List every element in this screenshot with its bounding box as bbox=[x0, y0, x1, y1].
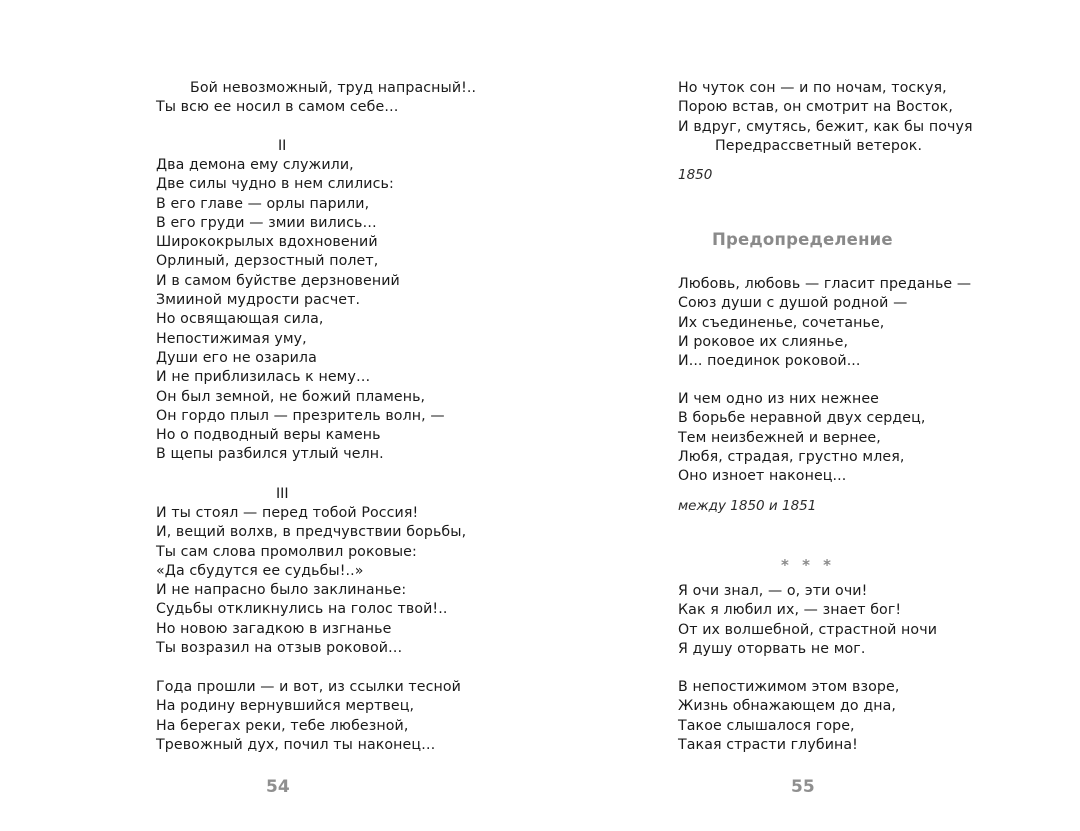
page-number-left: 54 bbox=[266, 777, 290, 797]
poem-stanza-2 bbox=[678, 390, 926, 486]
verse-line: Как я любил их, — знает бог! bbox=[678, 602, 902, 619]
verse-line: И вдруг, смутясь, бежит, как бы почуя bbox=[678, 118, 973, 135]
section-iii-stanza-2 bbox=[156, 678, 461, 755]
verse-line: Но новою загадкою в изгнанье bbox=[156, 620, 392, 637]
section-numeral-ii: II bbox=[278, 138, 287, 154]
verse-line: Ты возразил на отзыв роковой… bbox=[156, 640, 403, 657]
verse-line: И в самом буйстве дерзновений bbox=[156, 272, 400, 289]
verse-line: В его груди — змии вились… bbox=[156, 214, 377, 231]
verse-line: Такое слышалося горе, bbox=[678, 717, 855, 734]
verse-line: Оно изноет наконец... bbox=[678, 468, 847, 485]
verse-line: Я душу оторвать не мог. bbox=[678, 640, 866, 657]
verse-line: Он гордо плыл — презритель волн, — bbox=[156, 407, 445, 424]
asterism-separator: * * * bbox=[781, 556, 835, 574]
verse-line: Жизнь обнажающем до дна, bbox=[678, 698, 897, 715]
verse-line: Но чуток сон — и по ночам, тоскуя, bbox=[678, 80, 947, 96]
verse-line: Но освящающая сила, bbox=[156, 311, 324, 328]
verse-line: От их волшебной, страстной ночи bbox=[678, 621, 938, 638]
verse-line: Любя, страдая, грустно млея, bbox=[678, 448, 905, 465]
verse-line: Орлиный, дерзостный полет, bbox=[156, 253, 379, 270]
verse-line: Ширококрылых вдохновений bbox=[156, 234, 378, 251]
poem-stanza-1 bbox=[678, 275, 971, 371]
verse-line: Я очи знал, — о, эти очи! bbox=[678, 583, 868, 599]
section-iii-stanza-1 bbox=[156, 504, 466, 658]
verse-line: Но о подводный веры камень bbox=[156, 427, 381, 444]
page-number-right: 55 bbox=[791, 777, 815, 797]
poem-title: Предопределение bbox=[712, 230, 893, 249]
verse-line: Тем неизбежней и вернее, bbox=[678, 429, 881, 446]
verse-line: Две силы чудно в нем слились: bbox=[156, 176, 394, 193]
verse-line: Порою встав, он смотрит на Восток, bbox=[678, 99, 954, 116]
verse-line: И чем одно из них нежнее bbox=[678, 391, 879, 407]
verse-line: И, вещий волхв, в предчувствии борьбы, bbox=[156, 524, 467, 541]
untitled-stanza-1 bbox=[678, 582, 937, 659]
verse-line: Души его не озарила bbox=[156, 349, 317, 366]
untitled-stanza-2 bbox=[678, 678, 899, 755]
verse-line: Любовь, любовь — гласит преданье — bbox=[678, 276, 972, 292]
continuation-stanza bbox=[678, 79, 973, 156]
verse-line: В борьбе неравной двух сердец, bbox=[678, 410, 926, 427]
verse-line: Он был земной, не божий пламень, bbox=[156, 388, 426, 405]
verse-line: Змииной мудрости расчет. bbox=[156, 292, 361, 309]
verse-line: В непостижимом этом взоре, bbox=[678, 679, 900, 695]
verse-line: На родину вернувшийся мертвец, bbox=[156, 698, 415, 715]
verse-line: Непостижимая уму, bbox=[156, 330, 307, 347]
section-ii-stanza bbox=[156, 156, 445, 465]
verse-line: Передрассветный ветерок. bbox=[715, 137, 923, 154]
verse-line: «Да сбудутся ее судьбы!..» bbox=[156, 562, 364, 579]
verse-line: Года прошли — и вот, из ссылки тесной bbox=[156, 679, 461, 695]
verse-line: И не напрасно было заклинанье: bbox=[156, 582, 407, 599]
verse-line: Тревожный дух, почил ты наконец… bbox=[156, 736, 436, 753]
verse-line: Такая страсти глубина! bbox=[678, 736, 858, 753]
section-numeral-iii: III bbox=[276, 486, 289, 502]
verse-line: В щепы разбился утлый челн. bbox=[156, 446, 384, 463]
verse-line: В его главе — орлы парили, bbox=[156, 195, 370, 212]
verse-line: Два демона ему служили, bbox=[156, 157, 354, 173]
poem-date: 1850 bbox=[678, 167, 713, 183]
verse-line: На берегах реки, тебе любезной, bbox=[156, 717, 409, 734]
verse-line: И не приблизилась к нему… bbox=[156, 369, 371, 386]
verse-line: И... поединок роковой... bbox=[678, 353, 861, 370]
verse-line: Ты сам слова промолвил роковые: bbox=[156, 543, 417, 560]
poem-date: между 1850 и 1851 bbox=[678, 498, 817, 514]
verse-line: И роковое их слиянье, bbox=[678, 333, 849, 350]
right-page bbox=[540, 0, 1080, 831]
verse-line: Их съединенье, сочетанье, bbox=[678, 314, 885, 331]
verse-line: Судьбы откликнулись на голос твой!.. bbox=[156, 601, 448, 618]
opening-line-1: Бой невозможный, труд напрасный!.. bbox=[190, 80, 477, 96]
verse-line: Союз души с душой родной — bbox=[678, 295, 908, 312]
verse-line: И ты стоял — перед тобой Россия! bbox=[156, 505, 419, 521]
opening-line-2: Ты всю ее носил в самом себе… bbox=[156, 99, 399, 115]
